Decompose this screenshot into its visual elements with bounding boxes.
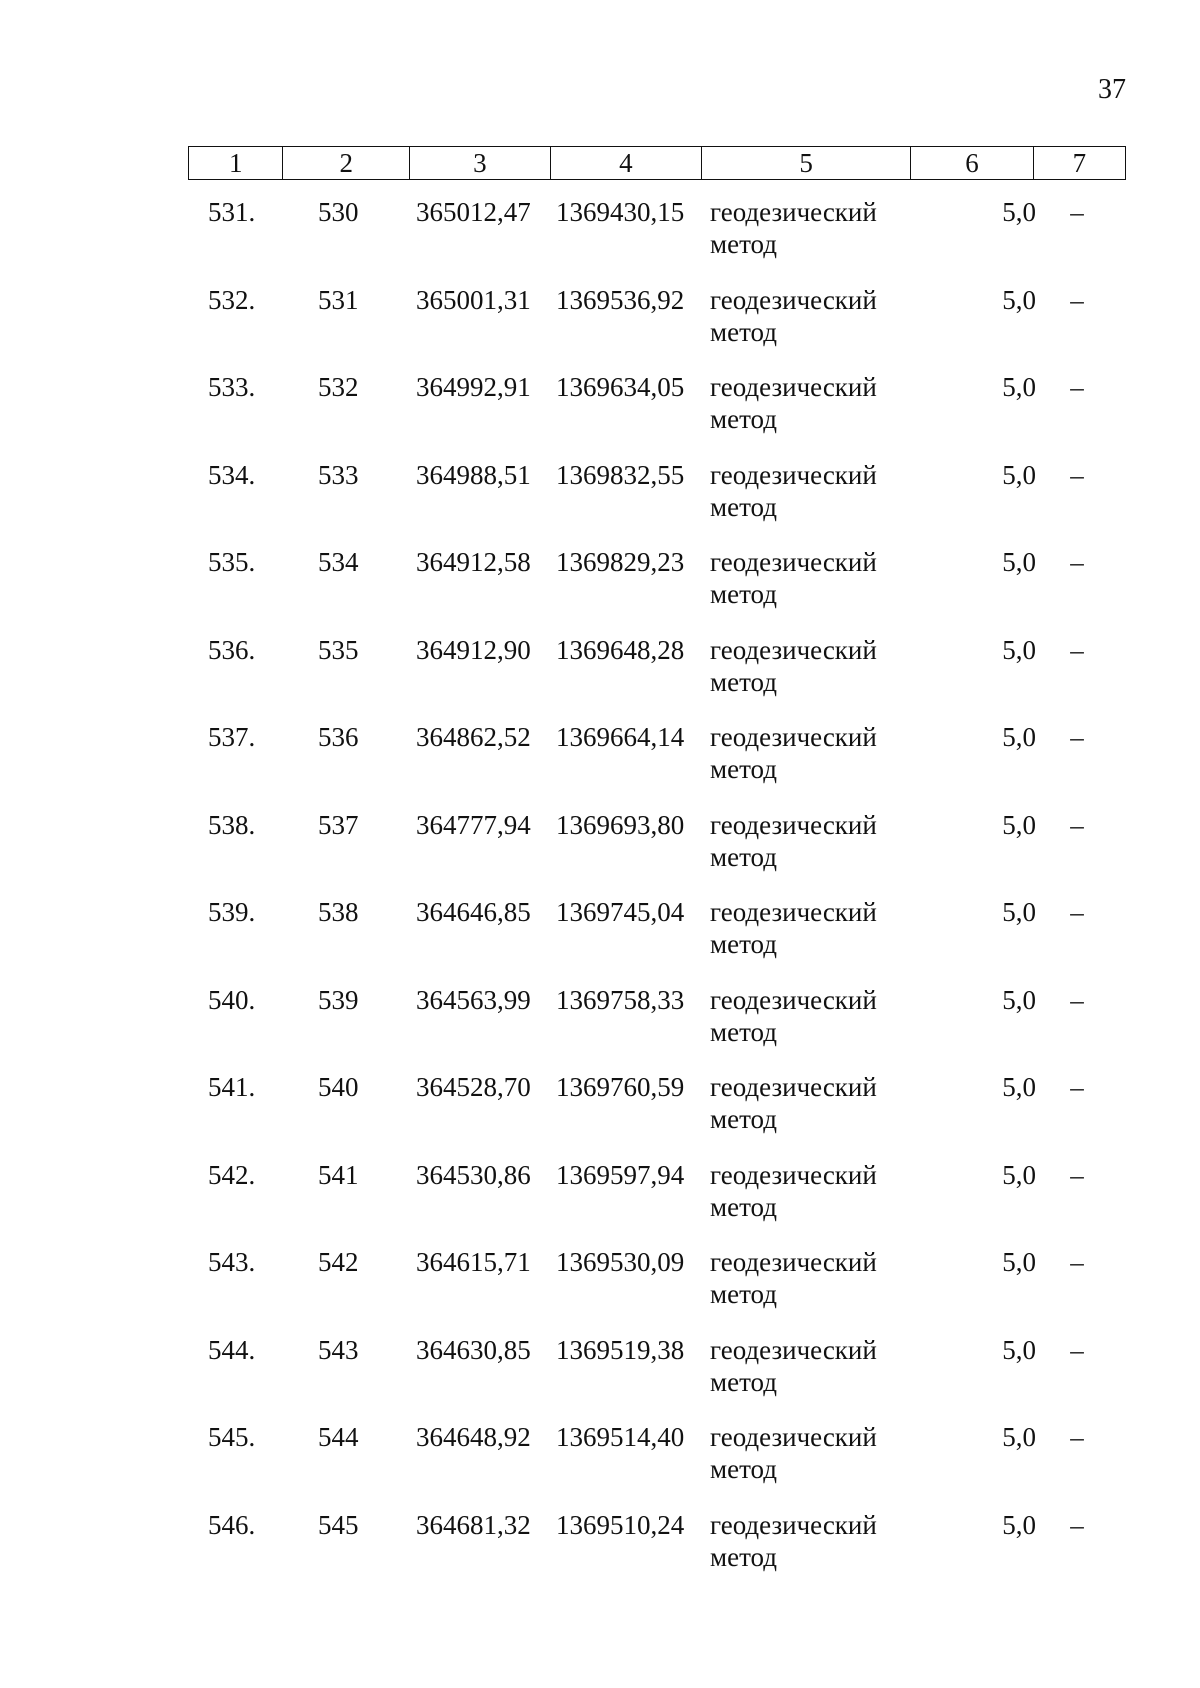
accuracy-value: 5,0 <box>1002 1334 1036 1365</box>
point-number: 533 <box>318 459 359 490</box>
note-value: – <box>1070 284 1084 315</box>
row-number: 539. <box>208 897 256 927</box>
method-cell <box>710 1509 940 1573</box>
method-line-2: метод <box>710 1279 777 1309</box>
method-line-1: геодезический <box>710 809 877 840</box>
x-coordinate: 364615,71 <box>416 1247 531 1277</box>
point-number: 535 <box>318 634 359 665</box>
table-row <box>0 196 1200 284</box>
x-coordinate: 364681,32 <box>416 1509 531 1540</box>
x-coordinate: 364777,94 <box>416 809 531 840</box>
point-number: 540 <box>318 1072 359 1102</box>
x-coordinate: 364646,85 <box>416 897 531 927</box>
point-number: 530 <box>318 197 359 227</box>
point-number: 543 <box>318 1334 359 1365</box>
method-line-1: геодезический <box>710 634 877 665</box>
accuracy-value: 5,0 <box>1002 284 1036 315</box>
x-coordinate: 364530,86 <box>416 1159 531 1190</box>
method-line-1: геодезический <box>710 722 877 752</box>
point-number: 536 <box>318 722 359 752</box>
header-col-6: 6 <box>911 147 1033 180</box>
method-line-1: геодезический <box>710 897 877 927</box>
accuracy-value: 5,0 <box>1002 809 1036 840</box>
row-number: 545. <box>208 1422 256 1452</box>
note-value: – <box>1070 634 1084 665</box>
header-col-1: 1 <box>189 147 283 180</box>
x-coordinate: 364563,99 <box>416 984 531 1015</box>
method-cell <box>710 1159 940 1223</box>
method-line-2: метод <box>710 1366 777 1397</box>
method-line-2: метод <box>710 1104 777 1134</box>
method-cell <box>710 721 940 785</box>
y-coordinate: 1369829,23 <box>556 547 685 577</box>
accuracy-value: 5,0 <box>1002 1159 1036 1190</box>
note-value: – <box>1070 1159 1084 1190</box>
row-number: 544. <box>208 1334 256 1365</box>
method-line-2: метод <box>710 1541 777 1572</box>
method-line-2: метод <box>710 404 777 434</box>
note-value: – <box>1070 722 1084 752</box>
method-cell <box>710 896 940 960</box>
method-cell <box>710 1334 940 1398</box>
method-cell <box>710 634 940 698</box>
header-col-5: 5 <box>702 147 911 180</box>
accuracy-value: 5,0 <box>1002 722 1036 752</box>
header-row <box>189 147 1126 180</box>
x-coordinate: 365012,47 <box>416 197 531 227</box>
row-number: 537. <box>208 722 256 752</box>
table-row <box>0 1159 1200 1247</box>
table-row <box>0 546 1200 634</box>
table-row <box>0 721 1200 809</box>
table-body <box>0 196 1200 1596</box>
method-line-1: геодезический <box>710 1159 877 1190</box>
accuracy-value: 5,0 <box>1002 547 1036 577</box>
point-number: 531 <box>318 284 359 315</box>
x-coordinate: 365001,31 <box>416 284 531 315</box>
method-line-2: метод <box>710 1016 777 1047</box>
method-cell <box>710 809 940 873</box>
table-row <box>0 984 1200 1072</box>
method-cell <box>710 1421 940 1485</box>
method-line-1: геодезический <box>710 1247 877 1277</box>
method-cell <box>710 284 940 348</box>
x-coordinate: 364630,85 <box>416 1334 531 1365</box>
y-coordinate: 1369832,55 <box>556 459 685 490</box>
row-number: 546. <box>208 1509 256 1540</box>
method-line-2: метод <box>710 229 777 259</box>
y-coordinate: 1369648,28 <box>556 634 685 665</box>
y-coordinate: 1369597,94 <box>556 1159 685 1190</box>
row-number: 540. <box>208 984 256 1015</box>
accuracy-value: 5,0 <box>1002 1072 1036 1102</box>
method-line-2: метод <box>710 754 777 784</box>
row-number: 535. <box>208 547 256 577</box>
header-col-4: 4 <box>550 147 701 180</box>
point-number: 534 <box>318 547 359 577</box>
accuracy-value: 5,0 <box>1002 1247 1036 1277</box>
accuracy-value: 5,0 <box>1002 372 1036 402</box>
method-cell <box>710 371 940 435</box>
method-cell <box>710 546 940 610</box>
method-line-2: метод <box>710 1454 777 1484</box>
point-number: 545 <box>318 1509 359 1540</box>
row-number: 533. <box>208 372 256 402</box>
y-coordinate: 1369430,15 <box>556 197 685 227</box>
note-value: – <box>1070 809 1084 840</box>
point-number: 532 <box>318 372 359 402</box>
y-coordinate: 1369510,24 <box>556 1509 685 1540</box>
note-value: – <box>1070 984 1084 1015</box>
accuracy-value: 5,0 <box>1002 1509 1036 1540</box>
y-coordinate: 1369745,04 <box>556 897 685 927</box>
method-line-1: геодезический <box>710 284 877 315</box>
table-row <box>0 1334 1200 1422</box>
x-coordinate: 364992,91 <box>416 372 531 402</box>
y-coordinate: 1369536,92 <box>556 284 685 315</box>
table-row <box>0 459 1200 547</box>
y-coordinate: 1369519,38 <box>556 1334 685 1365</box>
method-line-1: геодезический <box>710 1334 877 1365</box>
table-row <box>0 809 1200 897</box>
point-number: 542 <box>318 1247 359 1277</box>
row-number: 531. <box>208 197 256 227</box>
row-number: 538. <box>208 809 256 840</box>
y-coordinate: 1369634,05 <box>556 372 685 402</box>
header-col-7: 7 <box>1033 147 1125 180</box>
y-coordinate: 1369758,33 <box>556 984 685 1015</box>
note-value: – <box>1070 1509 1084 1540</box>
row-number: 541. <box>208 1072 256 1102</box>
table-row <box>0 634 1200 722</box>
page-number: 37 <box>1098 74 1126 105</box>
x-coordinate: 364912,90 <box>416 634 531 665</box>
method-line-1: геодезический <box>710 984 877 1015</box>
table-header <box>188 146 1126 180</box>
table-row <box>0 1246 1200 1334</box>
point-number: 541 <box>318 1159 359 1190</box>
table-row <box>0 371 1200 459</box>
accuracy-value: 5,0 <box>1002 197 1036 227</box>
table-row <box>0 1421 1200 1509</box>
method-cell <box>710 1246 940 1310</box>
accuracy-value: 5,0 <box>1002 984 1036 1015</box>
method-line-1: геодезический <box>710 1509 877 1540</box>
note-value: – <box>1070 1422 1084 1452</box>
method-line-1: геодезический <box>710 459 877 490</box>
point-number: 538 <box>318 897 359 927</box>
method-line-2: метод <box>710 1191 777 1222</box>
method-line-2: метод <box>710 579 777 609</box>
method-cell <box>710 1071 940 1135</box>
method-line-2: метод <box>710 666 777 697</box>
x-coordinate: 364648,92 <box>416 1422 531 1452</box>
y-coordinate: 1369664,14 <box>556 722 685 752</box>
header-col-2: 2 <box>283 147 410 180</box>
method-cell <box>710 459 940 523</box>
method-line-2: метод <box>710 491 777 522</box>
table-row <box>0 1509 1200 1597</box>
y-coordinate: 1369514,40 <box>556 1422 685 1452</box>
row-number: 536. <box>208 634 256 665</box>
method-line-1: геодезический <box>710 372 877 402</box>
y-coordinate: 1369530,09 <box>556 1247 685 1277</box>
row-number: 534. <box>208 459 256 490</box>
accuracy-value: 5,0 <box>1002 1422 1036 1452</box>
y-coordinate: 1369693,80 <box>556 809 685 840</box>
point-number: 537 <box>318 809 359 840</box>
note-value: – <box>1070 372 1084 402</box>
x-coordinate: 364528,70 <box>416 1072 531 1102</box>
method-line-2: метод <box>710 841 777 872</box>
accuracy-value: 5,0 <box>1002 897 1036 927</box>
row-number: 542. <box>208 1159 256 1190</box>
note-value: – <box>1070 197 1084 227</box>
x-coordinate: 364862,52 <box>416 722 531 752</box>
method-line-1: геодезический <box>710 197 877 227</box>
point-number: 544 <box>318 1422 359 1452</box>
table-row <box>0 896 1200 984</box>
accuracy-value: 5,0 <box>1002 634 1036 665</box>
y-coordinate: 1369760,59 <box>556 1072 685 1102</box>
note-value: – <box>1070 459 1084 490</box>
method-cell <box>710 196 940 260</box>
note-value: – <box>1070 1247 1084 1277</box>
row-number: 532. <box>208 284 256 315</box>
x-coordinate: 364988,51 <box>416 459 531 490</box>
note-value: – <box>1070 897 1084 927</box>
method-line-1: геодезический <box>710 547 877 577</box>
point-number: 539 <box>318 984 359 1015</box>
accuracy-value: 5,0 <box>1002 459 1036 490</box>
note-value: – <box>1070 547 1084 577</box>
method-line-2: метод <box>710 929 777 959</box>
table-row <box>0 284 1200 372</box>
note-value: – <box>1070 1334 1084 1365</box>
table-row <box>0 1071 1200 1159</box>
method-line-1: геодезический <box>710 1422 877 1452</box>
note-value: – <box>1070 1072 1084 1102</box>
header-col-3: 3 <box>410 147 551 180</box>
method-line-2: метод <box>710 316 777 347</box>
x-coordinate: 364912,58 <box>416 547 531 577</box>
row-number: 543. <box>208 1247 256 1277</box>
method-cell <box>710 984 940 1048</box>
method-line-1: геодезический <box>710 1072 877 1102</box>
